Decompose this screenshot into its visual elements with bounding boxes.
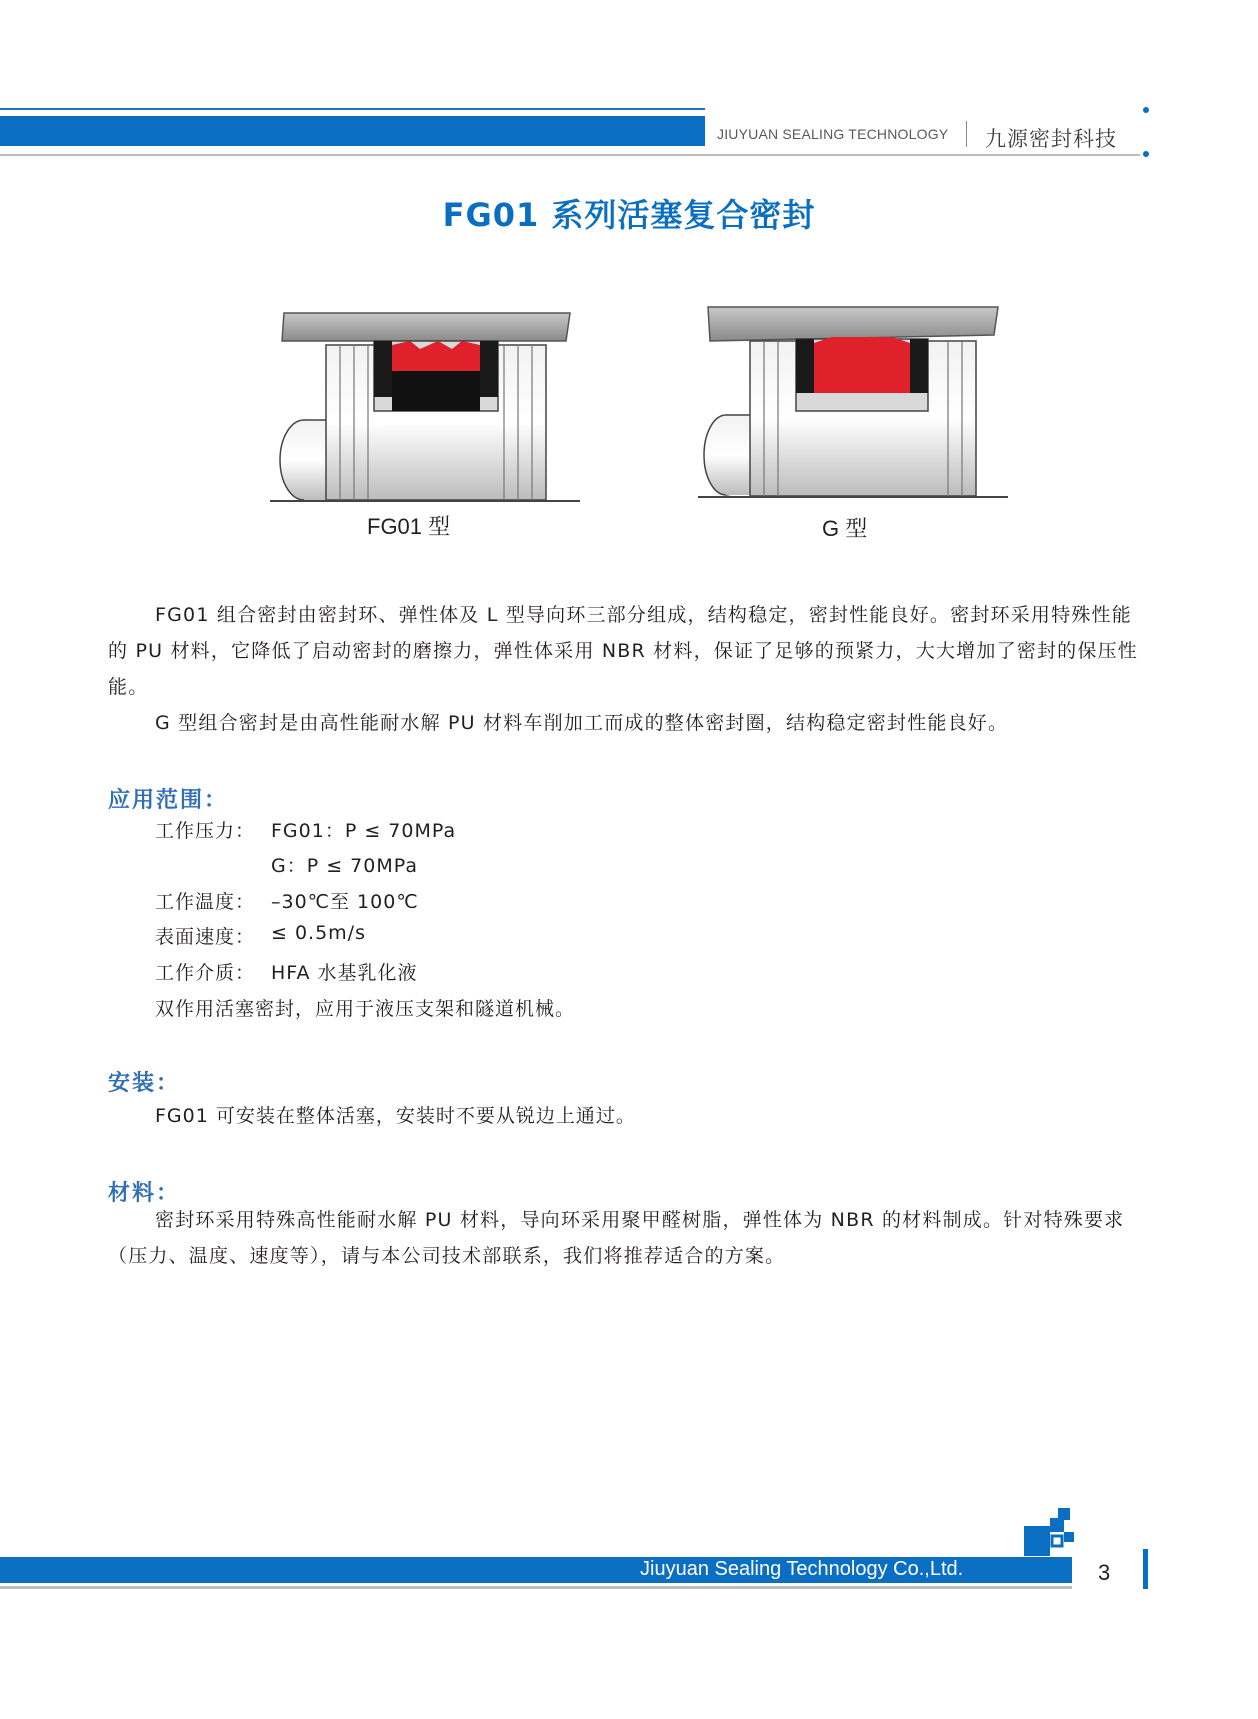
header-company-en: JIUYUAN SEALING TECHNOLOGY: [717, 126, 949, 142]
header-rule-bottom: [0, 154, 1140, 156]
figure-caption-fg01: FG01 型: [367, 514, 451, 539]
medium-label: 工作介质：: [155, 962, 256, 984]
g-seal-diagram: [698, 305, 1008, 505]
header-divider: [966, 121, 967, 147]
speed-value: ≤ 0.5m/s: [271, 922, 366, 944]
intro-paragraph-fg01: FG01 组合密封由密封环、弹性体及 L 型导向环三部分组成，结构稳定，密封性能良好。密封环采用特殊性能的 PU 材料，它降低了启动密封的磨擦力，弹性体采用 NBR 材料，保证了足够的预紧力，大大增加了密封的保压性能。: [108, 604, 1138, 698]
speed-label: 表面速度：: [155, 926, 256, 948]
temperature-value: –30℃至 100℃: [271, 891, 419, 913]
intro-paragraph-g: G 型组合密封是由高性能耐水解 PU 材料车削加工而成的整体密封圈，结构稳定密封性能良好。: [155, 712, 1009, 734]
header-rule-top: [0, 108, 705, 110]
footer-rule: [0, 1586, 1072, 1589]
header-company-cn: 九源密封科技: [985, 127, 1117, 151]
company-logo-icon: [1024, 1506, 1074, 1556]
page-number: 3: [1098, 1560, 1111, 1585]
usage-text: 双作用活塞密封，应用于液压支架和隧道机械。: [155, 998, 576, 1020]
material-heading: 材料：: [108, 1180, 181, 1206]
header-dot-icon: [1143, 107, 1149, 113]
fg01-seal-diagram: [270, 305, 580, 505]
temperature-label: 工作温度：: [155, 891, 256, 913]
medium-value: HFA 水基乳化液: [271, 962, 418, 984]
page-number-bar: [1143, 1549, 1148, 1589]
page-title: FG01 系列活塞复合密封: [442, 196, 816, 234]
footer-company: Jiuyuan Sealing Technology Co.,Ltd.: [640, 1558, 964, 1580]
material-paragraph: 密封环采用特殊高性能耐水解 PU 材料，导向环采用聚甲醛树脂，弹性体为 NBR 的材料制成。针对特殊要求（压力、温度、速度等），请与本公司技术部联系，我们将推荐适合的方案。: [108, 1209, 1125, 1267]
installation-text: FG01 可安装在整体活塞，安装时不要从锐边上通过。: [155, 1105, 636, 1127]
header-dot-icon: [1143, 151, 1149, 157]
installation-heading: 安装：: [108, 1070, 181, 1096]
header-blue-bar: [0, 116, 705, 146]
figure-caption-g: G 型: [822, 516, 868, 541]
pressure-fg01-value: FG01：P ≤ 70MPa: [271, 820, 457, 842]
application-heading: 应用范围：: [108, 787, 229, 813]
pressure-g-value: G：P ≤ 70MPa: [271, 855, 418, 877]
pressure-label: 工作压力：: [155, 820, 256, 842]
